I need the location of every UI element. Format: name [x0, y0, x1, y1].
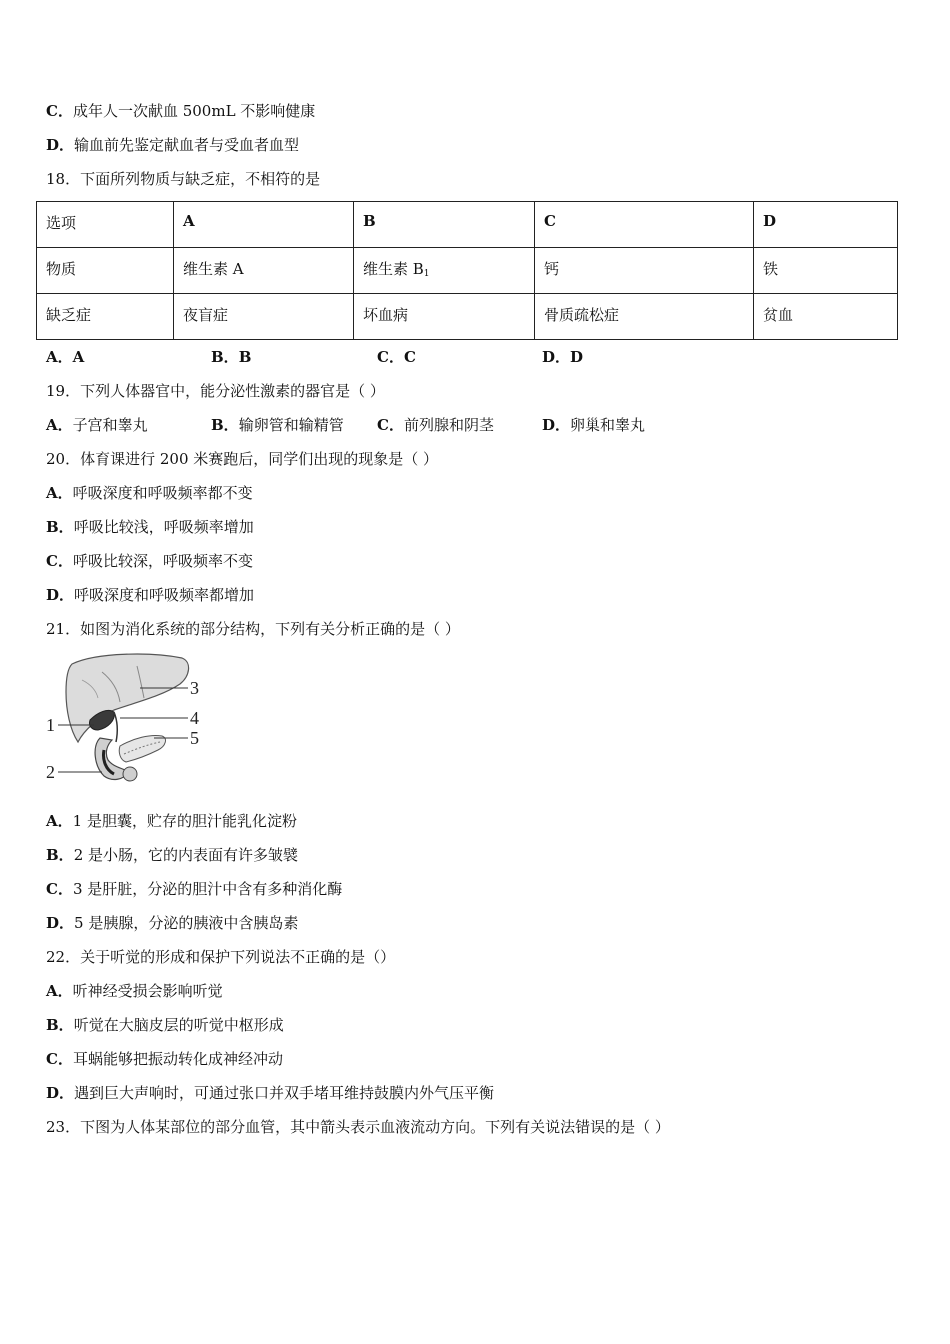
q21-option-b: B．2 是小肠，它的内表面有许多皱襞 [46, 846, 299, 864]
table-row-deficiency [37, 294, 898, 340]
pancreas-shape [119, 735, 165, 762]
table-cell: A [174, 202, 354, 248]
table-cell: 夜盲症 [174, 294, 354, 340]
digestive-system-figure [42, 650, 217, 795]
question-22-stem: 22．关于听觉的形成和保护下列说法不正确的是（） [46, 948, 396, 966]
table-row-header [37, 202, 898, 248]
q22-option-c: C．耳蜗能够把振动转化成神经冲动 [46, 1050, 283, 1068]
q21-option-d: D．5 是胰腺，分泌的胰液中含胰岛素 [46, 914, 299, 932]
option-c-prev: C．成年人一次献血 500mL 不影响健康 [46, 102, 316, 120]
table-cell: 物质 [37, 248, 174, 294]
figure-label-5: 5 [190, 728, 199, 748]
table-cell: 钙 [535, 248, 754, 294]
table-cell: 贫血 [754, 294, 898, 340]
question-20-stem: 20．体育课进行 200 米赛跑后，同学们出现的现象是（ ） [46, 450, 439, 468]
table-cell: 选项 [37, 202, 174, 248]
question-18-stem: 18．下面所列物质与缺乏症，不相符的是 [46, 170, 321, 188]
option-d-prev: D．输血前先鉴定献血者与受血者血型 [46, 136, 300, 154]
q18-option-d: D．D [542, 348, 584, 366]
q19-option-a: A．子宫和睾丸 [46, 416, 148, 434]
table-cell: C [535, 202, 754, 248]
q18-option-b: B．B [211, 348, 252, 366]
question-19-stem: 19．下列人体器官中，能分泌性激素的器官是（ ） [46, 382, 385, 400]
q20-option-d: D．呼吸深度和呼吸频率都增加 [46, 586, 255, 604]
q22-option-d: D．遇到巨大声响时，可通过张口并双手堵耳维持鼓膜内外气压平衡 [46, 1084, 495, 1102]
figure-label-1: 1 [46, 715, 55, 735]
q18-option-c: C．C [377, 348, 416, 366]
q20-option-c: C．呼吸比较深，呼吸频率不变 [46, 552, 253, 570]
liver-shape [66, 654, 189, 742]
table-cell: 铁 [754, 248, 898, 294]
figure-label-4: 4 [190, 708, 199, 728]
table-cell: 维生素 $B_1$ [354, 248, 535, 294]
question-21-stem: 21．如图为消化系统的部分结构，下列有关分析正确的是（ ） [46, 620, 460, 638]
table-cell: 骨质疏松症 [535, 294, 754, 340]
table-cell: 缺乏症 [37, 294, 174, 340]
q19-option-c: C．前列腺和阴茎 [377, 416, 494, 434]
q18-option-a: A．A [46, 348, 85, 366]
figure-label-2: 2 [46, 762, 55, 782]
q20-option-b: B．呼吸比较浅，呼吸频率增加 [46, 518, 254, 536]
deficiency-table [36, 201, 898, 340]
q22-option-b: B．听觉在大脑皮层的听觉中枢形成 [46, 1016, 284, 1034]
q19-option-d: D．卵巢和睾丸 [542, 416, 646, 434]
q20-option-a: A．呼吸深度和呼吸频率都不变 [46, 484, 253, 502]
q19-option-b: B．输卵管和输精管 [211, 416, 344, 434]
table-row-substance [37, 248, 898, 294]
question-23-stem: 23．下图为人体某部位的部分血管，其中箭头表示血液流动方向。下列有关说法错误的是（ ） [46, 1118, 670, 1136]
table-cell: D [754, 202, 898, 248]
q22-option-a: A．听神经受损会影响听觉 [46, 982, 223, 1000]
table-cell: 坏血病 [354, 294, 535, 340]
table-cell: 维生素 A [174, 248, 354, 294]
q21-option-a: A．1 是胆囊，贮存的胆汁能乳化淀粉 [46, 812, 297, 830]
figure-label-3: 3 [190, 678, 199, 698]
q21-option-c: C．3 是肝脏，分泌的胆汁中含有多种消化酶 [46, 880, 343, 898]
table-cell: B [354, 202, 535, 248]
